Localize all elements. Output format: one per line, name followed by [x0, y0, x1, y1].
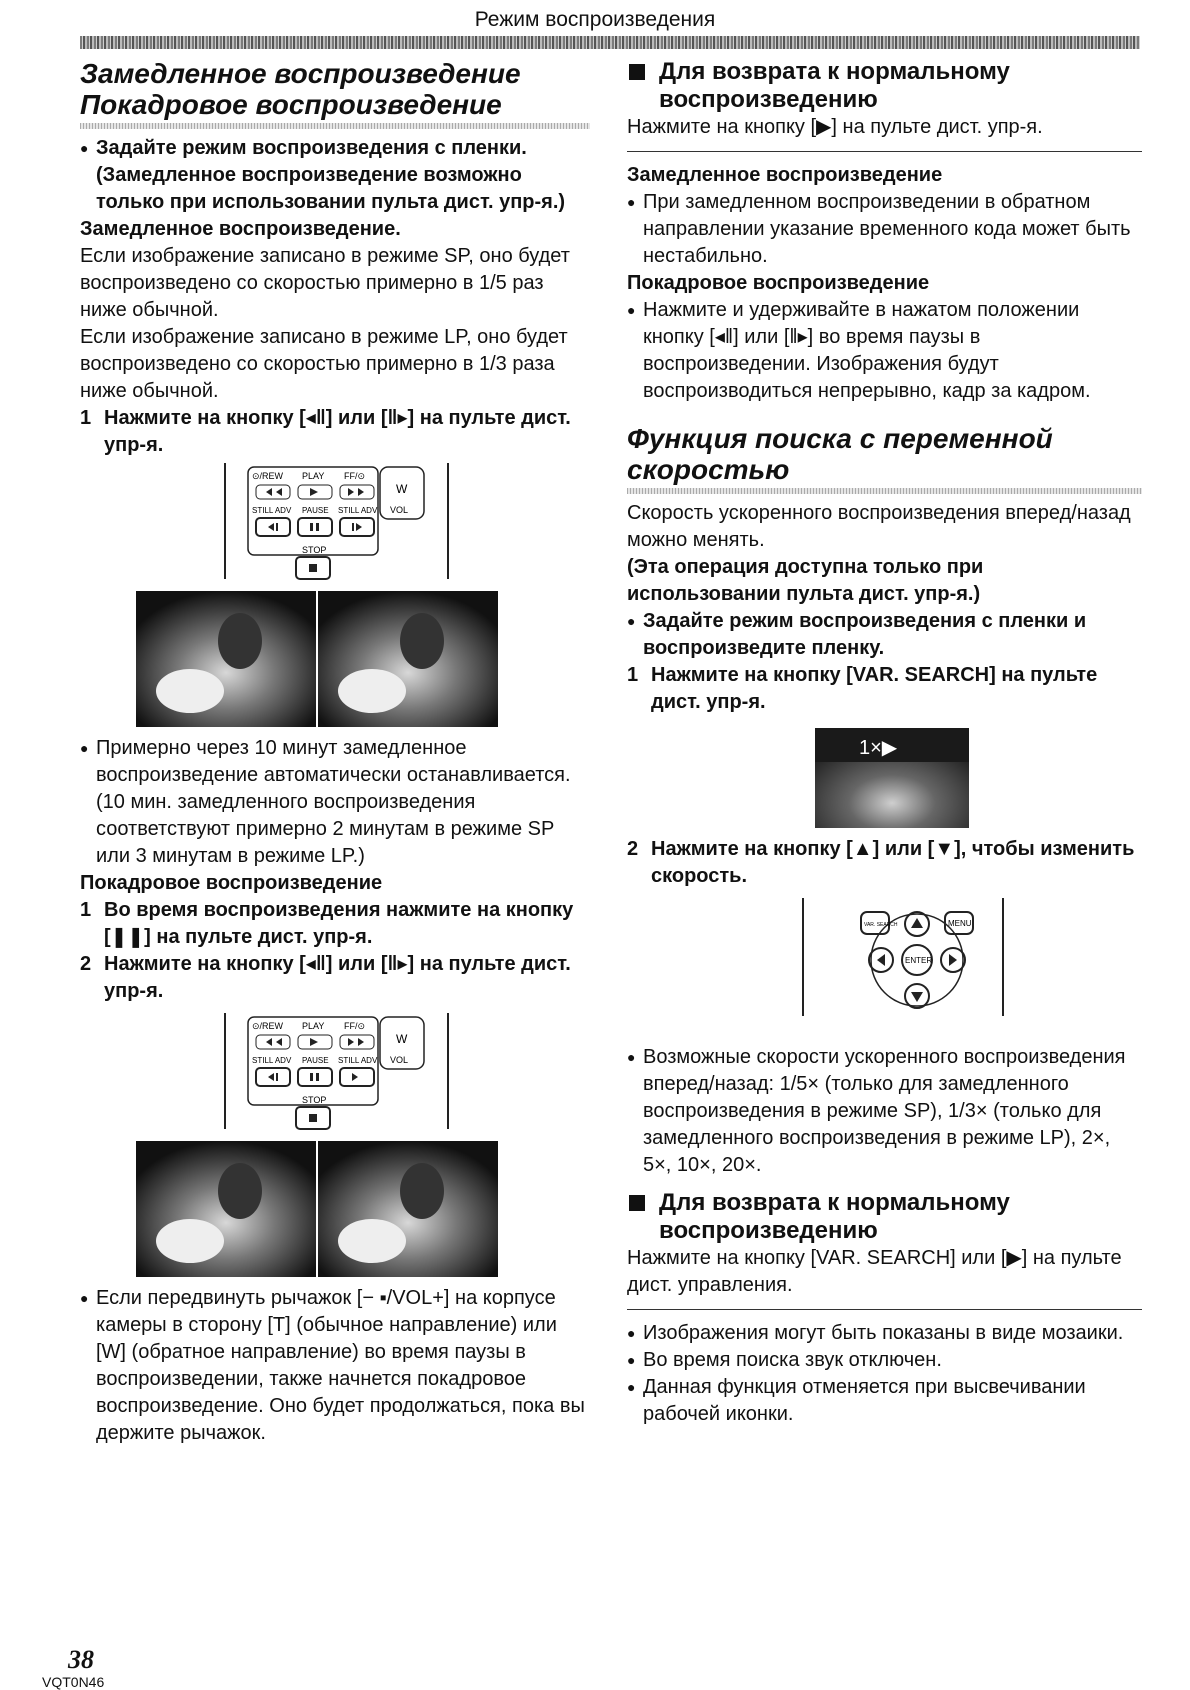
return-heading-line2: воспроизведению	[659, 86, 878, 113]
step-number: 1	[80, 407, 92, 429]
enter-button-label: ENTER	[905, 956, 933, 965]
remote-illustration	[80, 463, 590, 585]
return2-heading-line1: Для возврата к нормальному	[659, 1189, 1010, 1216]
var-bullet: ● Задайте режим воспроизведения с пленки и воспроизведите пленку.	[627, 608, 1142, 662]
section-rule	[627, 488, 1142, 494]
remote-vol-label: VOL	[390, 1055, 409, 1065]
remote-stop-label: STOP	[302, 545, 327, 555]
step-text: Нажмите на кнопку [◂‖] или [‖▸] на пульте дист. упр-я.	[104, 953, 571, 1002]
running-header: Режим воспроизведения	[474, 8, 716, 31]
step-number: 1	[627, 664, 639, 686]
remote-still-adv-label: STILL ADV	[252, 506, 292, 515]
right-column	[627, 58, 1142, 1428]
header-rule	[80, 36, 1140, 49]
return2-heading-line2: воспроизведению	[659, 1217, 878, 1244]
cursor-pad-illustration	[627, 898, 1142, 1022]
lever-bullet: ● Если передвинуть рычажок [− ▪/VOL+] на корпусе камеры в сторону [T] (обычное направление) или [W] (обратное направление) во время паузы в воспроизведении, также начнется покадровое воспроизведение. Оно будет продолжаться, пока вы держите рычажок.	[80, 1285, 590, 1447]
step-number: 2	[80, 953, 92, 975]
remote-still-adv-label-2: STILL ADV	[338, 1056, 378, 1065]
slow-heading: Замедленное воспроизведение.	[80, 218, 401, 240]
square-bullet-icon	[629, 64, 645, 80]
document-code: VQT0N46	[42, 1674, 105, 1690]
remote-w-label: W	[396, 1032, 408, 1046]
menu-button-label: MENU	[948, 919, 972, 928]
frame-heading: Покадровое воспроизведение	[80, 872, 383, 894]
return2-text: Нажмите на кнопку [VAR. SEARCH] или [▶] на пульте дист. управления.	[627, 1247, 1122, 1296]
step-1	[80, 405, 590, 459]
var-search-title-line2: скоростью	[627, 454, 790, 485]
slow-paragraph-sp: Если изображение записано в режиме SP, оно будет воспроизведено со скоростью примерно в 1/5 раз ниже обычной.	[80, 245, 570, 321]
remote-pause-label: PAUSE	[302, 506, 329, 515]
section-title-slow: Замедленное воспроизведение	[80, 58, 521, 89]
divider	[627, 151, 1142, 152]
step-number: 1	[80, 899, 92, 921]
return-text: Нажмите на кнопку [▶] на пульте дист. упр-я.	[627, 116, 1043, 138]
step-text: Во время воспроизведения нажмите на кнопку [❚❚] на пульте дист. упр-я.	[104, 899, 574, 948]
remote-pause-label: PAUSE	[302, 1056, 329, 1065]
remote-vol-label: VOL	[390, 505, 409, 515]
remote-stop-label: STOP	[302, 1095, 327, 1105]
speed-screen	[627, 728, 1142, 832]
square-bullet-icon	[629, 1195, 645, 1211]
step-number: 2	[627, 838, 639, 860]
remote-still-adv-label: STILL ADV	[252, 1056, 292, 1065]
auto-stop-bullet: ● Примерно через 10 минут замедленное воспроизведение автоматически останавливается. (10 мин. замедленного воспроизведения соответствуют примерно 2 минутам в режиме SP или 3 минутам в режиме LP.)	[80, 735, 590, 870]
note-bullet: ● Данная функция отменяется при высвечивании рабочей иконки.	[627, 1374, 1142, 1428]
remote-rew-label: ⊙/REW	[252, 471, 284, 481]
return-heading	[627, 58, 1142, 114]
remote-rew-label: ⊙/REW	[252, 1021, 284, 1031]
frame-photos	[80, 1141, 590, 1281]
var-search-button-label: VAR. SEARCH	[864, 922, 898, 928]
return2-heading	[627, 1189, 1142, 1245]
left-column	[80, 58, 590, 1447]
speeds-bullet: ● Возможные скорости ускоренного воспроизведения вперед/назад: 1/5× (только для замедленного воспроизведения в режиме SP), 1/3× (только для замедленного воспроизведения в режиме LP), 2×, 5×, 10×, 20×.	[627, 1044, 1142, 1179]
return-heading-line1: Для возврата к нормальному	[659, 58, 1010, 85]
remote-w-label: W	[396, 482, 408, 496]
note-bullet: ● Изображения могут быть показаны в виде мозаики.	[627, 1320, 1142, 1347]
frame-step-2	[80, 951, 590, 1005]
var-step-2	[627, 836, 1142, 890]
remote-still-adv-label-2: STILL ADV	[338, 506, 378, 515]
step-text: Нажмите на кнопку [VAR. SEARCH] на пульте дист. упр-я.	[651, 664, 1098, 713]
section-title-frame: Покадровое воспроизведение	[80, 89, 502, 120]
speed-indicator: 1×▶	[859, 737, 898, 759]
note-bullet: ● Во время поиска звук отключен.	[627, 1347, 1142, 1374]
frame-step-1	[80, 897, 590, 951]
slow-paragraph-lp: Если изображение записано в режиме LP, оно будет воспроизведено со скоростью примерно в 1/3 раза ниже обычной.	[80, 326, 568, 402]
note-slow-bullet: ● При замедленном воспроизведении в обратном направлении указание временного кода может быть нестабильно.	[627, 189, 1142, 270]
remote-play-label: PLAY	[302, 471, 325, 481]
remote-ff-label: FF/⊙	[344, 471, 366, 481]
divider	[627, 1309, 1142, 1310]
step-text: Нажмите на кнопку [▲] или [▼], чтобы изменить скорость.	[651, 838, 1135, 887]
section-rule	[80, 123, 590, 129]
note-slow-heading: Замедленное воспроизведение	[627, 164, 943, 186]
note-frame-bullet: ● Нажмите и удерживайте в нажатом положении кнопку [◂‖] или [‖▸] во время паузы в воспроизведении. Изображения будут воспроизводиться непрерывно, кадр за кадром.	[627, 297, 1142, 405]
intro-bullet: ● Задайте режим воспроизведения с пленки. (Замедленное воспроизведение возможно только при использовании пульта дист. упр-я.)	[80, 135, 590, 216]
note-frame-heading: Покадровое воспроизведение	[627, 272, 930, 294]
page-number: 38	[68, 1645, 94, 1674]
var-paragraph: Скорость ускоренного воспроизведения вперед/назад можно менять.	[627, 502, 1131, 551]
step-text: Нажмите на кнопку [◂‖] или [‖▸] на пульте дист. упр-я.	[104, 407, 571, 456]
playback-photos	[80, 591, 590, 731]
remote-illustration-2	[80, 1013, 590, 1135]
remote-ff-label: FF/⊙	[344, 1021, 366, 1031]
var-remote-note: (Эта операция доступна только при использовании пульта дист. упр-я.)	[627, 556, 984, 605]
var-search-title-line1: Функция поиска с переменной	[627, 423, 1053, 454]
var-step-1	[627, 662, 1142, 716]
remote-play-label: PLAY	[302, 1021, 325, 1031]
